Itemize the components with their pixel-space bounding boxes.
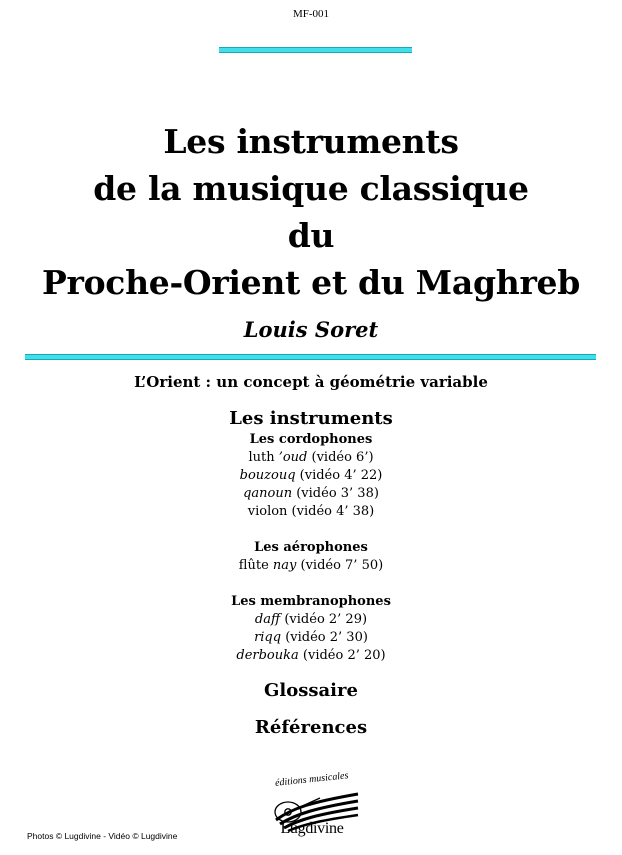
list-item-oud[interactable]: luth ’oud (vidéo 6’) [248,450,374,465]
title-line-4: Proche-Orient et du Maghreb [42,263,580,302]
glossary-link[interactable]: Glossaire [264,680,358,701]
list-item-derbouka[interactable]: derbouka (vidéo 2’ 20) [236,648,386,663]
spacer [0,575,622,593]
section-membranophones: Les membranophones [231,594,391,609]
list-item-violon[interactable]: violon (vidéo 4’ 38) [247,504,375,519]
middle-divider [25,354,596,360]
table-of-contents [0,407,622,665]
title-line-3: du [287,216,335,255]
page-title [0,118,622,306]
section-aerophones: Les aérophones [254,540,368,555]
list-item-bouzouq[interactable]: bouzouq (vidéo 4’ 22) [239,468,383,483]
list-item-nay[interactable]: flûte nay (vidéo 7’ 50) [238,558,384,573]
list-item-riqq[interactable]: riqq (vidéo 2’ 30) [254,630,368,645]
photo-credits: Photos © Lugdivine - Vidéo © Lugdivine [27,831,178,841]
section-cordophones: Les cordophones [249,432,373,447]
toc-heading: Les instruments [229,408,393,429]
subtitle: L’Orient : un concept à géométrie variable [134,373,488,391]
logo-name: Lugdivine [280,820,344,837]
list-item-qanoun[interactable]: qanoun (vidéo 3’ 38) [243,486,379,501]
author-name: Louis Soret [243,317,379,342]
top-divider [219,47,412,53]
references-link[interactable]: Références [254,717,368,738]
logo-tagline: éditions musicales [274,770,349,789]
spacer [0,521,622,539]
title-line-1: Les instruments [163,122,459,161]
document-code: MF-001 [292,8,330,20]
title-line-2: de la musique classique [93,169,529,208]
list-item-daff[interactable]: daff (vidéo 2’ 29) [254,612,368,627]
